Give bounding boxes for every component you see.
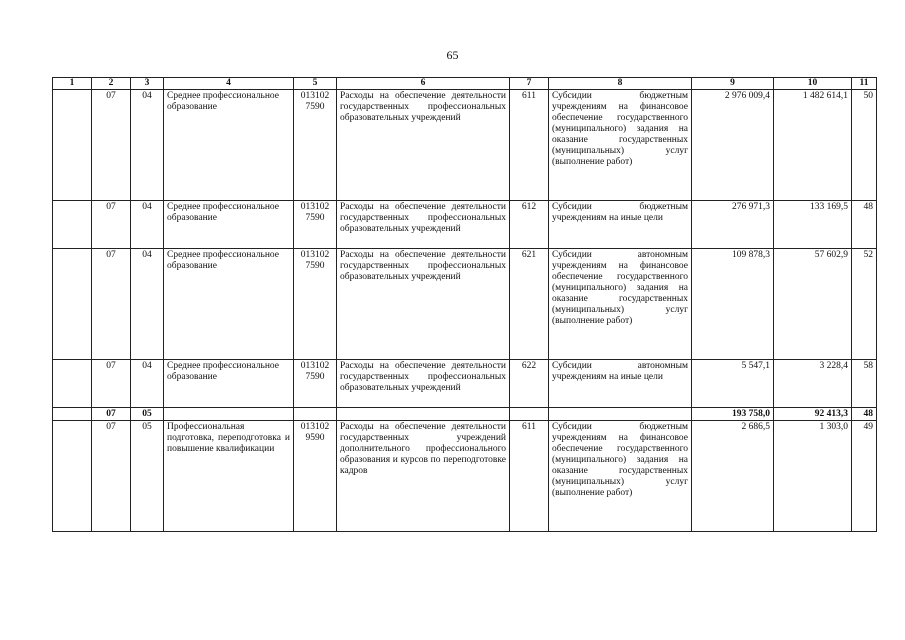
table-row — [53, 90, 877, 201]
cell-subsection: 05 — [131, 421, 164, 532]
cell-percent: 48 — [852, 201, 877, 249]
cell-subsection: 04 — [131, 249, 164, 360]
cell-subsection-name — [164, 408, 294, 421]
cell-number — [53, 249, 92, 360]
cell-section: 07 — [92, 90, 131, 201]
cell-percent: 50 — [852, 90, 877, 201]
cell-target-code: 013102 7590 — [294, 201, 337, 249]
table-row — [53, 249, 877, 360]
column-header: 10 — [774, 78, 852, 90]
cell-section: 07 — [92, 249, 131, 360]
column-header: 5 — [294, 78, 337, 90]
cell-expense-code: 621 — [510, 249, 549, 360]
cell-target-name: Расходы на обеспечение деятельности государственных профессиональных образовательных учреждений — [337, 360, 510, 408]
cell-expense-name: Субсидии автономным учреждениям на иные цели — [549, 360, 692, 408]
cell-subsection-name: Среднее профессиональное образование — [164, 249, 294, 360]
cell-section: 07 — [92, 360, 131, 408]
cell-expense-code: 622 — [510, 360, 549, 408]
cell-expense-name: Субсидии бюджетным учреждениям на иные цели — [549, 201, 692, 249]
cell-subsection: 05 — [131, 408, 164, 421]
cell-section: 07 — [92, 201, 131, 249]
cell-subsection-name: Среднее профессиональное образование — [164, 360, 294, 408]
cell-number — [53, 421, 92, 532]
cell-target-code — [294, 408, 337, 421]
page-number: 65 — [446, 48, 459, 62]
cell-expense-code: 612 — [510, 201, 549, 249]
cell-expense-name: Субсидии автономным учреждениям на финансовое обеспечение государственного (муниципального) задания на оказание государственных (муниципальных) услуг (выполнение работ) — [549, 249, 692, 360]
column-header: 9 — [692, 78, 774, 90]
cell-amount-actual: 57 602,9 — [774, 249, 852, 360]
cell-target-code: 013102 7590 — [294, 360, 337, 408]
cell-percent: 48 — [852, 408, 877, 421]
cell-section: 07 — [92, 421, 131, 532]
cell-target-code: 013102 7590 — [294, 249, 337, 360]
cell-amount-plan: 109 878,3 — [692, 249, 774, 360]
column-header: 3 — [131, 78, 164, 90]
cell-percent: 49 — [852, 421, 877, 532]
column-header: 4 — [164, 78, 294, 90]
table-row — [53, 360, 877, 408]
cell-percent: 58 — [852, 360, 877, 408]
total-row — [53, 408, 877, 421]
cell-amount-plan: 276 971,3 — [692, 201, 774, 249]
cell-section: 07 — [92, 408, 131, 421]
cell-number — [53, 408, 92, 421]
cell-target-name: Расходы на обеспечение деятельности государственных профессиональных образовательных учреждений — [337, 201, 510, 249]
column-header: 2 — [92, 78, 131, 90]
column-header: 7 — [510, 78, 549, 90]
cell-target-name: Расходы на обеспечение деятельности государственных профессиональных образовательных учреждений — [337, 249, 510, 360]
cell-number — [53, 360, 92, 408]
cell-expense-name: Субсидии бюджетным учреждениям на финансовое обеспечение государственного (муниципального) задания на оказание государственных (муниципальных) услуг (выполнение работ) — [549, 421, 692, 532]
cell-target-code: 013102 9590 — [294, 421, 337, 532]
cell-amount-actual: 1 303,0 — [774, 421, 852, 532]
cell-amount-actual: 3 228,4 — [774, 360, 852, 408]
cell-subsection: 04 — [131, 90, 164, 201]
cell-target-name: Расходы на обеспечение деятельности государственных учреждений дополнительного профессионального образования и курсов по переподготовке кадров — [337, 421, 510, 532]
cell-amount-actual: 133 169,5 — [774, 201, 852, 249]
cell-percent: 52 — [852, 249, 877, 360]
cell-amount-plan: 2 686,5 — [692, 421, 774, 532]
cell-expense-name: Субсидии бюджетным учреждениям на финансовое обеспечение государственного (муниципального) задания на оказание государственных (муниципальных) услуг (выполнение работ) — [549, 90, 692, 201]
cell-amount-actual: 92 413,3 — [774, 408, 852, 421]
cell-amount-plan: 193 758,0 — [692, 408, 774, 421]
cell-number — [53, 90, 92, 201]
cell-subsection: 04 — [131, 201, 164, 249]
cell-expense-code: 611 — [510, 421, 549, 532]
budget-table — [52, 77, 877, 532]
cell-subsection-name: Среднее профессиональное образование — [164, 90, 294, 201]
cell-target-name: Расходы на обеспечение деятельности государственных профессиональных образовательных учреждений — [337, 90, 510, 201]
cell-subsection: 04 — [131, 360, 164, 408]
cell-amount-plan: 5 547,1 — [692, 360, 774, 408]
table-row — [53, 421, 877, 532]
column-header: 11 — [852, 78, 877, 90]
header-row — [53, 78, 877, 90]
cell-subsection-name: Среднее профессиональное образование — [164, 201, 294, 249]
cell-subsection-name: Профессиональная подготовка, переподготовка и повышение квалификации — [164, 421, 294, 532]
cell-target-code: 013102 7590 — [294, 90, 337, 201]
column-header: 8 — [549, 78, 692, 90]
cell-target-name — [337, 408, 510, 421]
cell-amount-actual: 1 482 614,1 — [774, 90, 852, 201]
column-header: 1 — [53, 78, 92, 90]
cell-expense-code: 611 — [510, 90, 549, 201]
cell-expense-name — [549, 408, 692, 421]
table-row — [53, 201, 877, 249]
cell-amount-plan: 2 976 009,4 — [692, 90, 774, 201]
column-header: 6 — [337, 78, 510, 90]
cell-expense-code — [510, 408, 549, 421]
cell-number — [53, 201, 92, 249]
